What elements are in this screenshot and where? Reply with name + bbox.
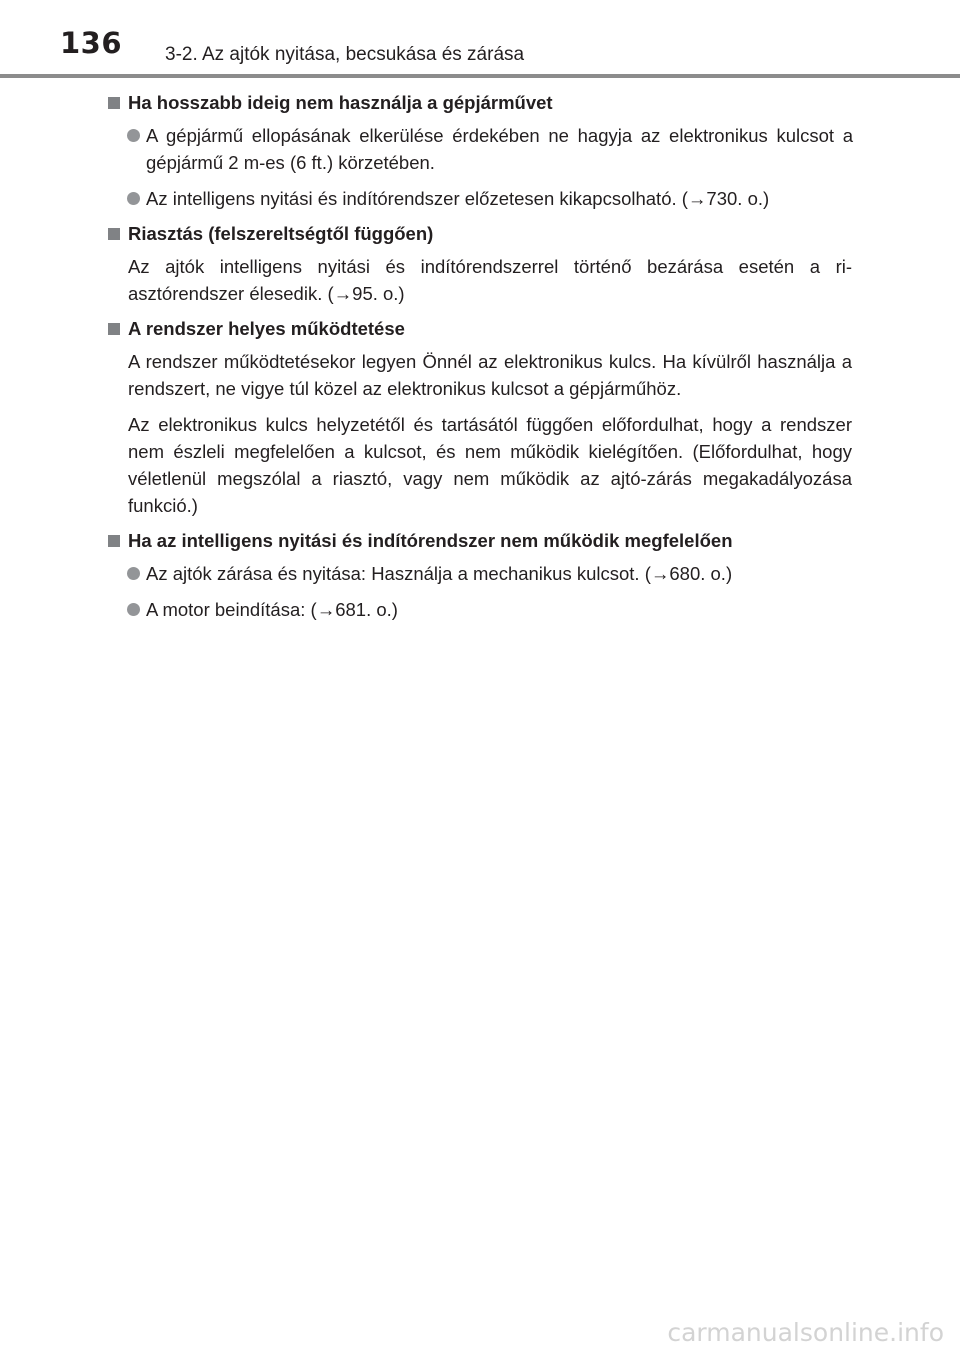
- page-content: [0, 90, 960, 632]
- header-divider: [0, 74, 960, 78]
- section-system-malfunction: [0, 528, 960, 623]
- paragraph: Az elektronikus kulcs helyzetétől és tartásától függően előfordulhat, hogy a rendszer nem észleli megfelelően a kulcsot, és nem működik kielégítően. (Előfordulhat, hogy véletlenül megszólal a riasztó, vagy nem működik az ajtó-zárás megakadályozása funkció.): [128, 414, 852, 516]
- list-item-text: Az intelligens nyitási és indítórendszer előzetesen kikapcsolható. (→730. o.): [146, 188, 770, 209]
- page-number: 136: [60, 26, 123, 60]
- section-heading-text: Ha hosszabb ideig nem használja a gépjárművet: [128, 92, 553, 113]
- site-watermark: carmanualsonline.info: [667, 1318, 944, 1347]
- section-proper-operation: [0, 316, 960, 519]
- section-long-term-nonuse: [0, 90, 960, 212]
- section-heading: [108, 316, 868, 342]
- list-item: [127, 122, 853, 176]
- round-bullet-icon: [127, 603, 140, 616]
- list-item: [127, 596, 853, 623]
- list-item: [127, 560, 853, 587]
- round-bullet-icon: [127, 192, 140, 205]
- round-bullet-icon: [127, 129, 140, 142]
- paragraph: Az ajtók intelligens nyitási és indítórendszerrel történő bezárása esetén a ri-asztórendszer élesedik. (→95. o.): [128, 256, 852, 304]
- section-heading-text: Riasztás (felszereltségtől függően): [128, 223, 434, 244]
- paragraph: A rendszer működtetésekor legyen Önnél az elektronikus kulcs. Ha kívülről használja a rendszert, ne vigye túl közel az elektronikus kulcsot a gépjárműhöz.: [128, 351, 852, 399]
- section-heading-text: Ha az intelligens nyitási és indítórendszer nem működik megfelelően: [128, 530, 733, 551]
- chapter-title: 3-2. Az ajtók nyitása, becsukása és zárása: [165, 44, 525, 65]
- square-bullet-icon: [108, 97, 120, 109]
- round-bullet-icon: [127, 567, 140, 580]
- section-heading-text: A rendszer helyes működtetése: [128, 318, 405, 339]
- section-alarm: [0, 221, 960, 307]
- square-bullet-icon: [108, 228, 120, 240]
- list-item-text: A gépjármű ellopásának elkerülése érdekében ne hagyja az elektronikus kulcsot a gépjármű 2 m-es (6 ft.) körzetében.: [146, 125, 853, 173]
- section-heading: [108, 528, 868, 554]
- square-bullet-icon: [108, 323, 120, 335]
- list-item-text: A motor beindítása: (→681. o.): [146, 599, 398, 620]
- list-item: [127, 185, 853, 212]
- section-heading: [108, 221, 868, 247]
- page-header: [0, 0, 960, 80]
- square-bullet-icon: [108, 535, 120, 547]
- list-item-text: Az ajtók zárása és nyitása: Használja a mechanikus kulcsot. (→680. o.): [146, 563, 733, 584]
- section-heading: [108, 90, 868, 116]
